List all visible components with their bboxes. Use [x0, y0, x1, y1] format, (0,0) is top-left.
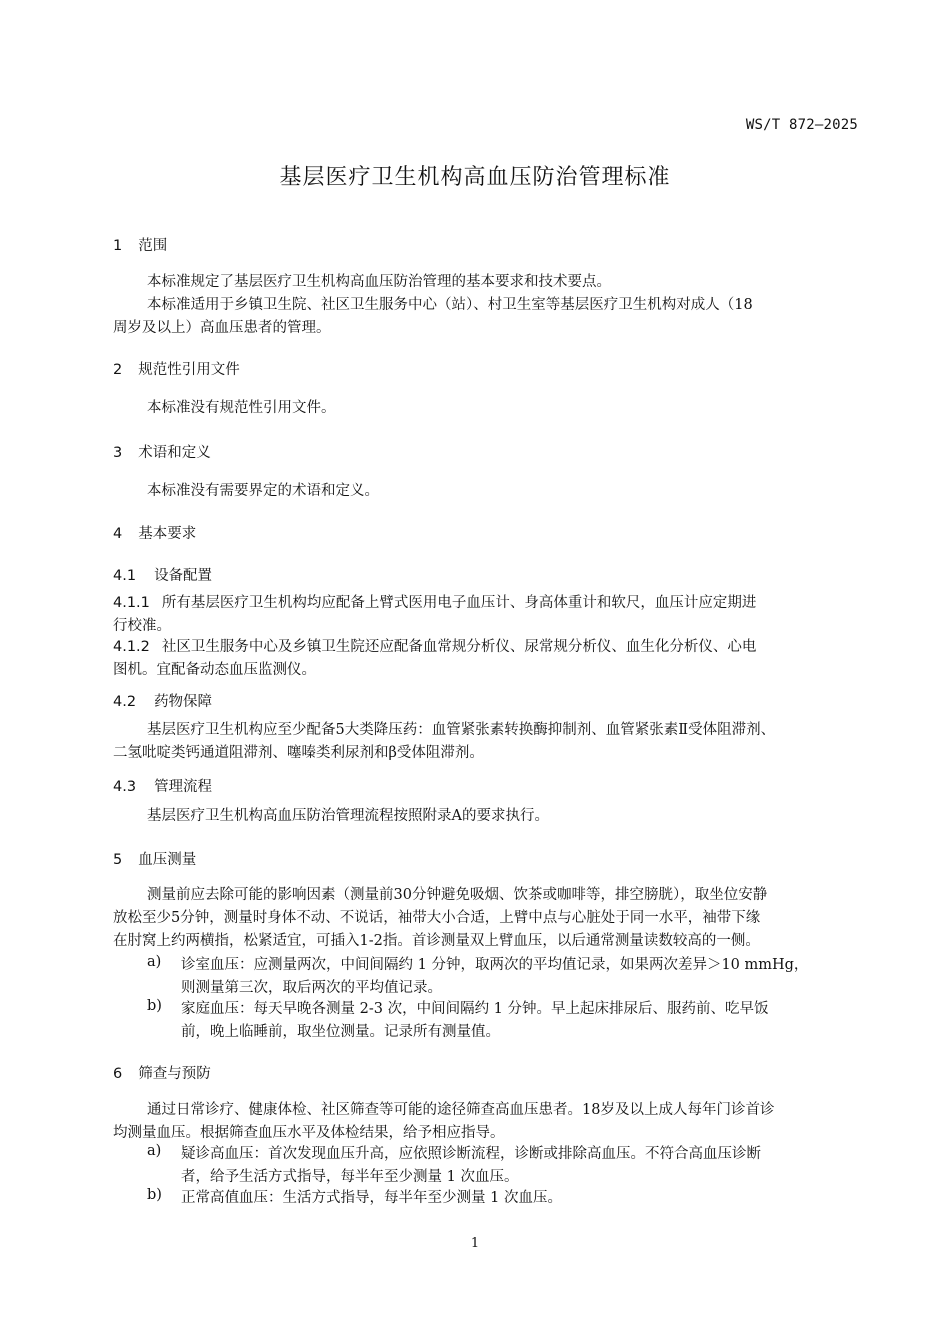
text-line: 诊室血压：应测量两次，中间间隔约 1 分钟，取两次的平均值记录，如果两次差异＞10 mmHg， [181, 957, 809, 973]
document-title: 基层医疗卫生机构高血压防治管理标准 [279, 165, 671, 190]
section-3-body [113, 480, 858, 503]
text-line: 本标准适用于乡镇卫生院、社区卫生服务中心（站）、村卫生室等基层医疗卫生机构对成人（18 [147, 297, 753, 313]
text-line: 放松至少5分钟，测量时身体不动、不说话，袖带大小合适，上臂中点与心脏处于同一水平，袖带下缘 [113, 910, 761, 926]
section-title: 筛查与预防 [138, 1066, 211, 1082]
section-title: 范围 [138, 238, 168, 254]
text-line: 行校准。 [113, 618, 171, 634]
text-line: 通过日常诊疗、健康体检、社区筛查等可能的途径筛查高血压患者。18岁及以上成人每年门诊首诊 [147, 1102, 775, 1118]
section-1-body [113, 271, 858, 340]
section-5-body [113, 884, 858, 953]
section-number: 4.1 [113, 568, 137, 584]
text-line: 疑诊高血压：首次发现血压升高，应依照诊断流程，诊断或排除高血压。不符合高血压诊断 [181, 1146, 761, 1162]
section-4-3-heading [113, 775, 212, 796]
section-6-heading [113, 1062, 211, 1083]
section-number: 2 [113, 362, 123, 378]
section-number: 4.2 [113, 694, 137, 710]
section-6-body [113, 1099, 858, 1145]
list-label: a) [147, 1143, 162, 1159]
text-line: 所有基层医疗卫生机构均应配备上臂式医用电子血压计、身高体重计和软尺，血压计应定期进 [161, 595, 757, 611]
section-title: 术语和定义 [138, 445, 211, 461]
text-line: 社区卫生服务中心及乡镇卫生院还应配备血常规分析仪、尿常规分析仪、血生化分析仪、心电 [161, 639, 757, 655]
text-line: 在肘窝上约两横指，松紧适宜，可插入1-2指。首诊测量双上臂血压，以后通常测量读数较高的一侧。 [113, 933, 760, 949]
list-label: a) [147, 954, 162, 970]
clause-number: 4.1.1 [113, 595, 150, 611]
section-4-2-heading [113, 690, 212, 711]
text-line: 者，给予生活方式指导，每半年至少测量 1 次血压。 [181, 1169, 519, 1185]
section-4-3-body [113, 805, 858, 828]
section-3-heading [113, 441, 211, 462]
section-1-heading [113, 234, 167, 255]
text-line: 则测量第三次，取后两次的平均值记录。 [181, 980, 442, 996]
section-title: 设备配置 [154, 568, 213, 584]
text-line: 前，晚上临睡前，取坐位测量。记录所有测量值。 [181, 1024, 500, 1040]
text-line: 本标准没有需要界定的术语和定义。 [147, 483, 379, 499]
list-label: b) [147, 1187, 162, 1203]
section-title: 基本要求 [138, 526, 197, 542]
section-number: 1 [113, 238, 123, 254]
text-line: 二氢吡啶类钙通道阻滞剂、噻嗪类利尿剂和β受体阻滞剂。 [113, 745, 484, 761]
section-number: 4 [113, 526, 123, 542]
section-number: 3 [113, 445, 123, 461]
text-line: 家庭血压：每天早晚各测量 2-3 次，中间间隔约 1 分钟。早上起床排尿后、服药前、吃早饭 [181, 1001, 769, 1017]
text-line: 本标准规定了基层医疗卫生机构高血压防治管理的基本要求和技术要点。 [147, 274, 611, 290]
section-4-1-heading [113, 564, 212, 585]
section-2-heading [113, 358, 240, 379]
section-5-heading [113, 848, 196, 869]
section-2-body [113, 397, 858, 420]
clause-4-1-2 [113, 636, 858, 682]
page-number: 1 [470, 1236, 480, 1251]
section-number: 5 [113, 852, 123, 868]
list-item-a [181, 954, 861, 1000]
section-title: 药物保障 [154, 694, 213, 710]
text-line: 基层医疗卫生机构应至少配备5大类降压药：血管紧张素转换酶抑制剂、血管紧张素Ⅱ受体阻滞剂、 [147, 722, 776, 738]
section-4-heading [113, 522, 196, 543]
text-line: 正常高值血压：生活方式指导，每半年至少测量 1 次血压。 [181, 1190, 562, 1206]
text-line: 本标准没有规范性引用文件。 [147, 400, 336, 416]
document-number: WS/T 872—2025 [745, 117, 858, 133]
section-title: 管理流程 [154, 779, 213, 795]
section-title: 规范性引用文件 [138, 362, 240, 378]
text-line: 图机。宜配备动态血压监测仪。 [113, 662, 316, 678]
clause-number: 4.1.2 [113, 639, 150, 655]
section-4-2-body [113, 719, 858, 765]
section-title: 血压测量 [138, 852, 197, 868]
section-number: 6 [113, 1066, 123, 1082]
list-item-b [181, 1187, 861, 1210]
text-line: 均测量血压。根据筛查血压水平及体检结果，给予相应指导。 [113, 1125, 505, 1141]
list-item-b [181, 998, 861, 1044]
text-line: 基层医疗卫生机构高血压防治管理流程按照附录A的要求执行。 [147, 808, 549, 824]
clause-4-1-1 [113, 592, 858, 638]
list-item-a [181, 1143, 861, 1189]
section-number: 4.3 [113, 779, 137, 795]
text-line: 周岁及以上）高血压患者的管理。 [113, 320, 331, 336]
text-line: 测量前应去除可能的影响因素（测量前30分钟避免吸烟、饮茶或咖啡等，排空膀胱），取坐位安静 [147, 887, 768, 903]
list-label: b) [147, 998, 162, 1014]
